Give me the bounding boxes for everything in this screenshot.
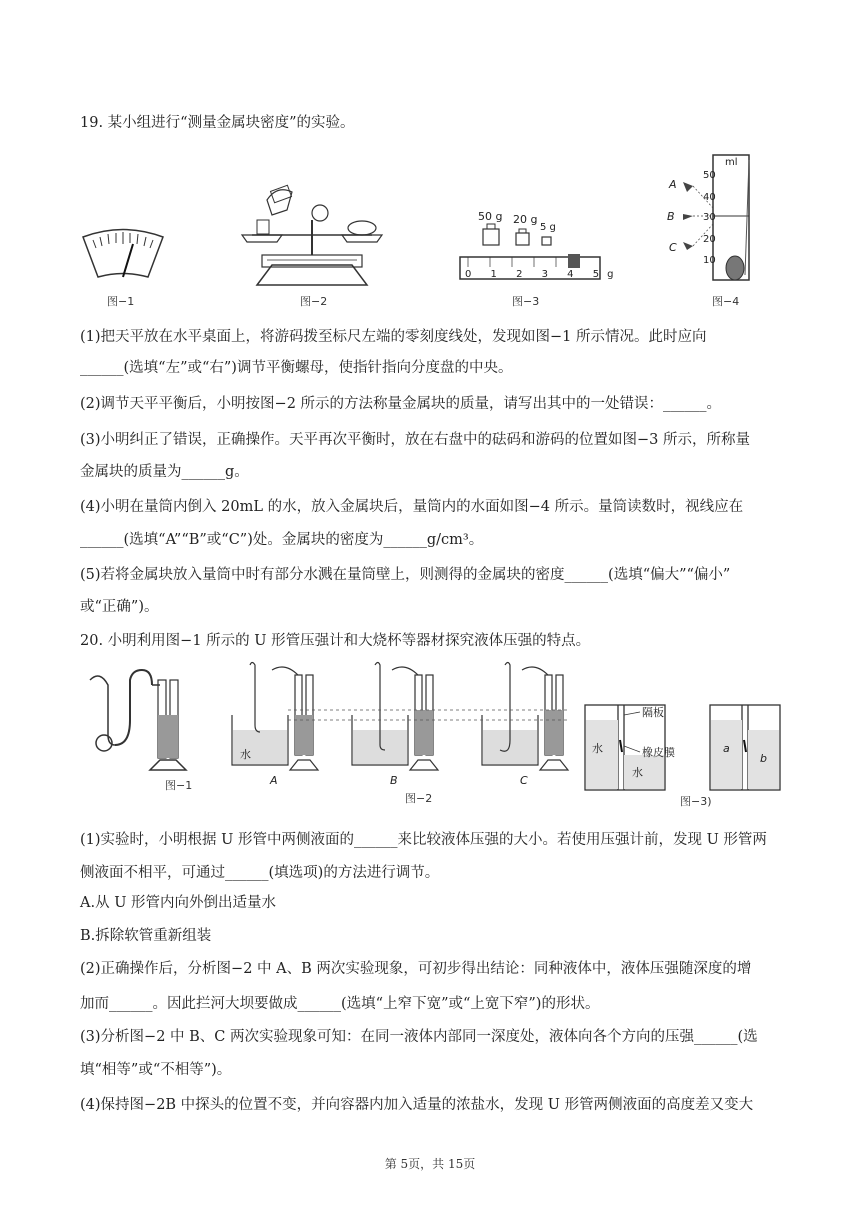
figure-20-2-caption: 图−2 — [405, 792, 433, 805]
q20-line-3: A.从 U 形管内向外倒出适量水 — [80, 895, 277, 911]
q19-line-8: (5)若将金属块放入量筒中时有部分水溅在量筒壁上，则测得的金属块的密度______(选填“偏大”“偏小” — [80, 567, 731, 583]
eye-label-a: A — [669, 178, 677, 191]
q19-line-3: (2)调节天平平衡后，小明按图−2 所示的方法称量金属块的质量，请写出其中的一处错误：______。 — [80, 396, 722, 412]
q20-line-1: (1)实验时，小明根据 U 形管中两侧液面的______来比较液体压强的大小。若使用压强计前，发现 U 形管两 — [80, 832, 767, 848]
figure-19-1-caption: 图−1 — [107, 295, 135, 308]
eye-label-c: C — [669, 241, 677, 254]
figure-19-4-cylinder — [665, 150, 775, 295]
figure-20-1-pressure-gauge — [80, 665, 200, 780]
figure-19-4-caption: 图−4 — [712, 295, 740, 308]
figure-20-1-caption: 图−1 — [165, 779, 193, 792]
q20-line-6: 加而______。因此拦河大坝要做成______(选填“上窄下宽”或“上宽下窄”)的形状。 — [80, 996, 600, 1012]
water-left-label: 水 — [592, 742, 603, 755]
q19-line-7: ______(选填“A”“B”或“C”)处。金属块的密度为______g/cm³。 — [80, 532, 484, 548]
weight-20g-label: 20 g — [513, 213, 538, 226]
liquid-b-label: b — [760, 752, 767, 765]
beaker-label-c: C — [520, 774, 528, 787]
q20-line-9: (4)保持图−2B 中探头的位置不变，并向容器内加入适量的浓盐水，发现 U 形管两侧液面的高度差又变大 — [80, 1097, 754, 1113]
q20-line-7: (3)分析图−2 中 B、C 两次实验现象可知：在同一液体内部同一深度处，液体向各个方向的压强______(选 — [80, 1029, 758, 1045]
liquid-a-label: a — [723, 742, 730, 755]
weight-5g-label: 5 g — [540, 222, 556, 233]
figure-20-3-partition-container — [580, 700, 785, 800]
q19-line-1: (1)把天平放在水平桌面上，将游码拨至标尺左端的零刻度线处，发现如图−1 所示情况。此时应向 — [80, 329, 707, 345]
q20-line-2: 侧液面不相平，可通过______(填选项)的方法进行调节。 — [80, 865, 440, 881]
beaker-label-a: A — [270, 774, 278, 787]
q19-line-4: (3)小明纠正了错误，正确操作。天平再次平衡时，放在右盘中的砝码和游码的位置如图−3 所示，所称量 — [80, 432, 751, 448]
page-footer: 第 5页，共 15页 — [384, 1157, 476, 1171]
q19-line-2: ______(选填“左”或“右”)调节平衡螺母，使指针指向分度盘的中央。 — [80, 360, 513, 376]
tick-30: 30 — [703, 212, 716, 223]
weight-50g-label: 50 g — [478, 210, 503, 223]
q20-title: 20. 小明利用图−1 所示的 U 形管压强计和大烧杯等器材探究液体压强的特点。 — [80, 633, 591, 649]
partition-label: 隔板 — [642, 706, 664, 719]
q20-line-8: 填“相等”或“不相等”)。 — [80, 1062, 232, 1078]
tick-10: 10 — [703, 255, 716, 266]
figure-20-2-beakers — [210, 660, 580, 790]
figure-19-3-weights-ruler — [458, 205, 622, 290]
beaker-water-label: 水 — [240, 748, 251, 761]
figure-19-2-caption: 图−2 — [300, 295, 328, 308]
eye-label-b: B — [667, 210, 675, 223]
q20-line-4: B.拆除软管重新组装 — [80, 928, 212, 944]
ruler-scale-label: 0 1 2 3 4 5g — [465, 269, 622, 280]
figure-19-3-caption: 图−3 — [512, 295, 540, 308]
water-right-label: 水 — [632, 766, 643, 779]
q19-line-9: 或“正确”)。 — [80, 599, 159, 615]
tick-20: 20 — [703, 234, 716, 245]
q19-title: 19. 某小组进行“测量金属块密度”的实验。 — [80, 115, 355, 131]
cylinder-unit-label: ml — [725, 157, 738, 168]
tick-40: 40 — [703, 192, 716, 203]
figure-19-1-scale-dial — [78, 222, 168, 302]
beaker-label-b: B — [390, 774, 398, 787]
q20-line-5: (2)正确操作后，分析图−2 中 A、B 两次实验现象，可初步得出结论：同种液体中，液体压强随深度的增 — [80, 961, 752, 977]
figure-20-3-caption: 图−3) — [680, 795, 712, 808]
membrane-label: 橡皮膜 — [642, 746, 675, 759]
tick-50: 50 — [703, 170, 716, 181]
figure-19-2-balance — [232, 180, 392, 295]
q19-line-5: 金属块的质量为______g。 — [80, 464, 249, 480]
q19-line-6: (4)小明在量筒内倒入 20mL 的水，放入金属块后，量筒内的水面如图−4 所示。量筒读数时，视线应在 — [80, 499, 744, 515]
